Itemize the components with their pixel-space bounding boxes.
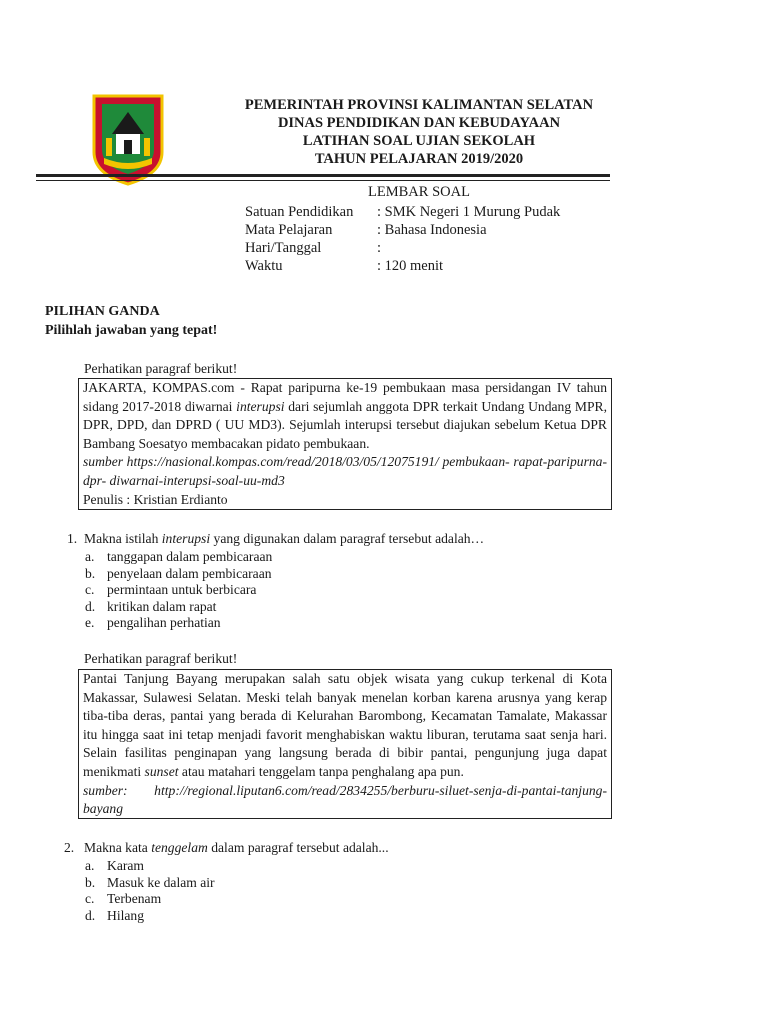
passage-box xyxy=(78,378,612,510)
question-text: Makna istilah interupsi yang digunakan dalam paragraf tersebut adalah… xyxy=(84,531,485,546)
option-letter: a. xyxy=(85,858,95,873)
question-number: 2. xyxy=(64,840,75,855)
option-letter: d. xyxy=(85,908,96,923)
option-letter: d. xyxy=(85,599,96,614)
header-line-4: TAHUN PELAJARAN 2019/2020 xyxy=(314,151,524,167)
info-label: Hari/Tanggal xyxy=(245,240,322,256)
info-value: : xyxy=(377,240,382,256)
passage-text: dari sejumlah anggota DPR terkait Undang Undang MPR, DPR, DPD, dan DPRD ( UU MD3). Sejumlah interupsi tersebut diajukan sebelum Ketua DPR Bambang Soesatyo membacakan pidato pembukaan. xyxy=(83,398,607,451)
header-line-1: PEMERINTAH PROVINSI KALIMANTAN SELATAN xyxy=(244,97,594,113)
option-letter: a. xyxy=(85,549,95,564)
option-text: tanggapan dalam pembicaraan xyxy=(107,549,273,564)
section-title: PILIHAN GANDA xyxy=(45,304,160,319)
option-text: Terbenam xyxy=(107,891,162,906)
passage-intro: Perhatikan paragraf berikut! xyxy=(84,361,238,376)
info-value: : Bahasa Indonesia xyxy=(377,222,487,238)
option-letter: c. xyxy=(85,582,95,597)
passage-source: sumber: http://regional.liputan6.com/read/2834255/berburu-siluet-senja-di-pantai-tanjung-bayang xyxy=(83,782,607,817)
header-divider-thick xyxy=(36,174,610,177)
option-text: Hilang xyxy=(107,908,144,923)
question-text: Makna kata tenggelam dalam paragraf tersebut adalah... xyxy=(84,840,389,855)
option-text: Masuk ke dalam air xyxy=(107,875,215,890)
question-number: 1. xyxy=(67,531,78,546)
question-emphasis: tenggelam xyxy=(151,840,208,855)
header-line-2: DINAS PENDIDIKAN DAN KEBUDAYAAN xyxy=(277,115,561,131)
sheet-title: LEMBAR SOAL xyxy=(368,184,470,200)
option-text: penyelaan dalam pembicaraan xyxy=(107,566,272,581)
passage-intro: Perhatikan paragraf berikut! xyxy=(84,651,238,666)
header-divider-thin xyxy=(36,180,610,181)
passage-text: atau matahari tenggelam tanpa penghalang apa pun. xyxy=(178,763,464,779)
info-label: Mata Pelajaran xyxy=(245,222,333,238)
option-letter: c. xyxy=(85,891,95,906)
passage-emphasis: sunset xyxy=(144,763,179,779)
passage-box xyxy=(78,669,612,819)
option-text: permintaan untuk berbicara xyxy=(107,582,257,597)
option-text: Karam xyxy=(107,858,144,873)
passage-author: Penulis : Kristian Erdianto xyxy=(83,491,228,507)
passage-text: JAKARTA, KOMPAS.com - Rapat paripurna ke-19 pembukaan masa persidangan IV tahun sidang 2017-2018 diwarnai xyxy=(83,380,607,414)
info-value: : SMK Negeri 1 Murung Pudak xyxy=(377,204,561,220)
passage-emphasis: interupsi xyxy=(236,398,285,414)
passage-source: sumber https://nasional.kompas.com/read/2018/03/05/12075191/ pembukaan- rapat-paripurna- dpr- diwarnai-interupsi-soal-uu-md3 xyxy=(83,454,607,488)
question-emphasis: interupsi xyxy=(161,531,211,546)
option-letter: e. xyxy=(85,615,95,630)
header-line-3: LATIHAN SOAL UJIAN SEKOLAH xyxy=(302,133,536,149)
option-letter: b. xyxy=(85,566,96,581)
info-label: Satuan Pendidikan xyxy=(245,204,354,220)
section-instruction: Pilihlah jawaban yang tepat! xyxy=(45,323,218,338)
info-label: Waktu xyxy=(245,258,283,274)
info-value: : 120 menit xyxy=(377,258,444,274)
passage-text: Pantai Tanjung Bayang merupakan salah satu objek wisata yang cukup terkenal di Kota Makassar, Sulawesi Selatan. Meski telah banyak menelan korban karena arusnya yang kerap tiba-tiba deras, pantai yang berada di Kelurahan Barombong, Kecamatan Tamalate, Makassar itu hingga saat ini tetap menjadi favorit menghabiskan waktu liburan, terutama saat senja hari. Selain fasilitas penginapan yang langsung berada di bibir pantai, pengunjung juga dapat menikmati xyxy=(83,671,607,779)
option-letter: b. xyxy=(85,875,96,890)
option-text: pengalihan perhatian xyxy=(107,615,221,630)
option-text: kritikan dalam rapat xyxy=(107,599,217,614)
